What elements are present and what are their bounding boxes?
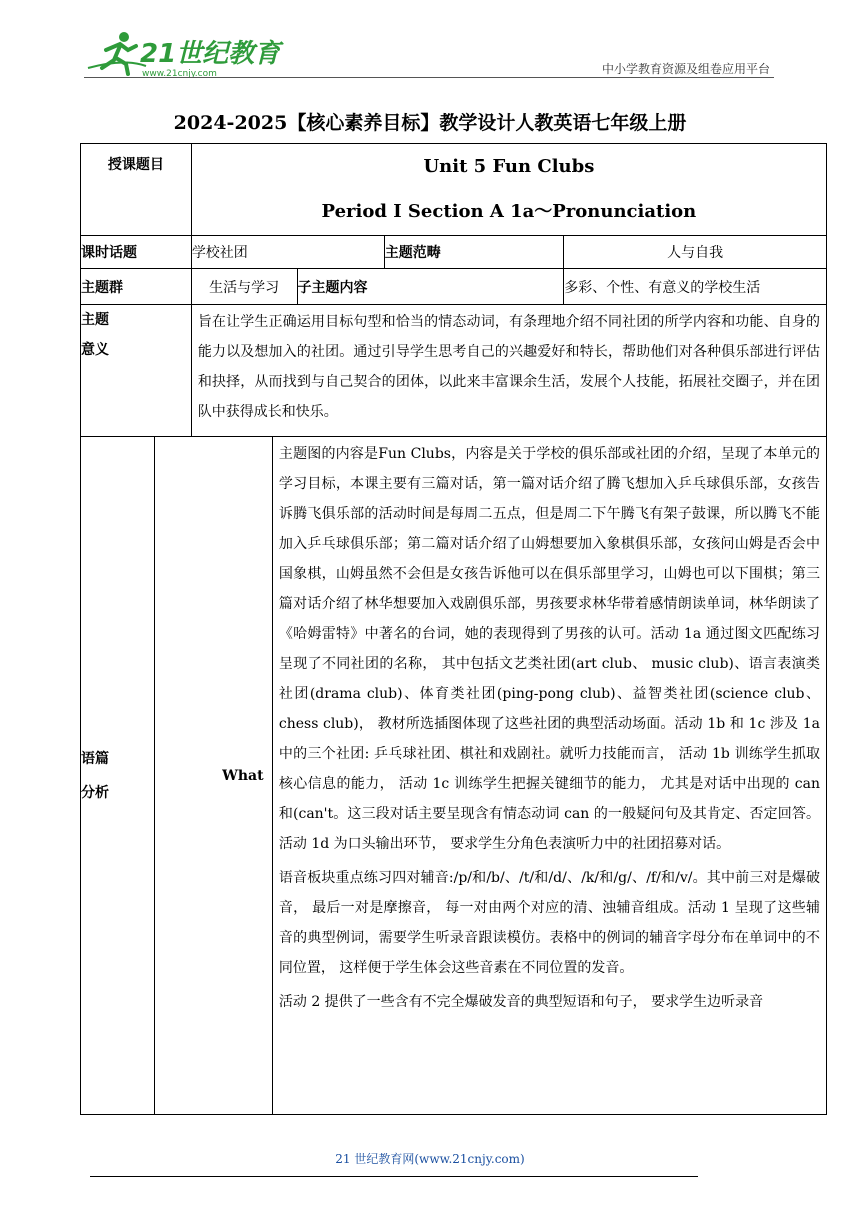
subtheme-label: 子主题内容 bbox=[297, 269, 564, 305]
what-content bbox=[272, 437, 826, 1115]
what-label-text: What bbox=[222, 767, 264, 784]
meaning-cell bbox=[191, 305, 826, 437]
what-paragraph-3: 活动 2 提供了一些含有不完全爆破发音的典型短语和句子， 要求学生边听录音 bbox=[278, 994, 764, 1010]
header-divider bbox=[84, 77, 774, 78]
logo-subtext: www.21cnjy.com bbox=[142, 69, 217, 79]
what-paragraph-2: 语音板块重点练习四对辅音:/p/和/b/、/t/和/d/、/k/和/g/、/f/和/v/。其中前三对是爆破音， 最后一对是摩擦音， 每一对由两个对应的清、浊辅音组成。活动 1 呈现了这些辅音的典型例词，需要学生听录音跟读模仿。表格中的例词的辅音字母分布在单词中的不同位置， 这样便于学生体会这些音素在不同位置的发音。 bbox=[278, 870, 820, 976]
subtheme-value: 多彩、个性、有意义的学校生活 bbox=[564, 269, 827, 305]
topic-label bbox=[81, 144, 192, 236]
platform-label: 中小学教育资源及组卷应用平台 bbox=[601, 62, 770, 76]
lesson-topic-label: 课时话题 bbox=[81, 236, 192, 269]
row-analysis bbox=[81, 437, 827, 1115]
footer-site: 21 世纪教育网(www.21cnjy.com) bbox=[335, 1152, 525, 1166]
theme-scope-value: 人与自我 bbox=[564, 236, 827, 269]
row-theme-group bbox=[81, 269, 827, 305]
what-paragraph-1: 主题图的内容是Fun Clubs，内容是关于学校的俱乐部或社团的介绍，呈现了本单元的学习目标，本课主要有三篇对话，第一篇对话介绍了腾飞想加入乒乓球俱乐部，女孩告诉腾飞俱乐部的活动时间是每周二五点，但是周二下午腾飞有架子鼓课，所以腾飞不能加入乒乓球俱乐部；第二篇对话介绍了山姆想要加入象棋俱乐部，女孩问山姆是否会中国象棋，山姆虽然不会但是女孩告诉他可以在俱乐部里学习，山姆也可以下围棋；第三篇对话介绍了林华想要加入戏剧俱乐部，男孩要求林华带着感情朗读单词，林华朗读了《哈姆雷特》中著名的台词，她的表现得到了男孩的认可。活动 1a 通过图文匹配练习呈现了不同社团的名称， 其中包括文艺类社团(art club、 music club)、语言表演类社团(drama club)、体育类社团(ping-pong club)、益智类社团(science club、 chess club)， 教材所选插图体现了这些社团的典型活动场面。活动 1b 和 1c 涉及 1a 中的三个社团: 乒乓球社团、棋社和戏剧社。就听力技能而言， 活动 1b 训练学生抓取核心信息的能力， 活动 1c 训练学生把握关键细节的能力， 尤其是对话中出现的 can 和(can't。这三段对话主要呈现含有情态动词 can 的一般疑问句及其肯定、否定回答。活动 1d 为口头输出环节， 要求学生分角色表演听力中的社团招募对话。 bbox=[278, 446, 820, 852]
logo-text: 21世纪教育 bbox=[140, 39, 281, 69]
row-topic bbox=[81, 144, 827, 236]
logo bbox=[84, 28, 281, 80]
analysis-label bbox=[81, 437, 155, 1115]
lesson-topic-value: 学校社团 bbox=[191, 236, 384, 269]
row-lesson-topic bbox=[81, 236, 827, 269]
unit-title: Unit 5 Fun Clubs bbox=[423, 156, 595, 177]
what-label bbox=[154, 437, 272, 1115]
logo-graphic bbox=[84, 28, 281, 80]
topic-label-text: 授课题目 bbox=[107, 157, 164, 173]
lesson-design-table bbox=[80, 143, 827, 1115]
row-meaning bbox=[81, 305, 827, 437]
meaning-label bbox=[81, 305, 192, 437]
theme-group-label: 主题群 bbox=[81, 269, 192, 305]
footer-divider bbox=[90, 1176, 698, 1177]
analysis-label-line1: 语篇 bbox=[81, 750, 109, 767]
theme-scope-label: 主题范畴 bbox=[384, 236, 564, 269]
document-title: 2024-2025【核心素养目标】教学设计人教英语七年级上册 bbox=[173, 112, 687, 134]
page-header bbox=[84, 28, 774, 78]
meaning-label-line1: 主题 bbox=[81, 312, 109, 328]
period-title: Period I Section A 1a～Pronunciation bbox=[321, 201, 697, 222]
meaning-label-line2: 意义 bbox=[81, 342, 109, 358]
meaning-text: 旨在让学生正确运用目标句型和恰当的情态动词，有条理地介绍不同社团的所学内容和功能、自身的能力以及想加入的社团。通过引导学生思考自己的兴趣爱好和特长，帮助他们对各种俱乐部进行评估和抉择，从而找到与自己契合的团体，以此来丰富课余生活，发展个人技能，拓展社交圈子，并在团队中获得成长和快乐。 bbox=[197, 314, 820, 420]
topic-cell bbox=[191, 144, 826, 236]
analysis-label-line2: 分析 bbox=[81, 784, 109, 801]
theme-group-value: 生活与学习 bbox=[191, 269, 297, 305]
